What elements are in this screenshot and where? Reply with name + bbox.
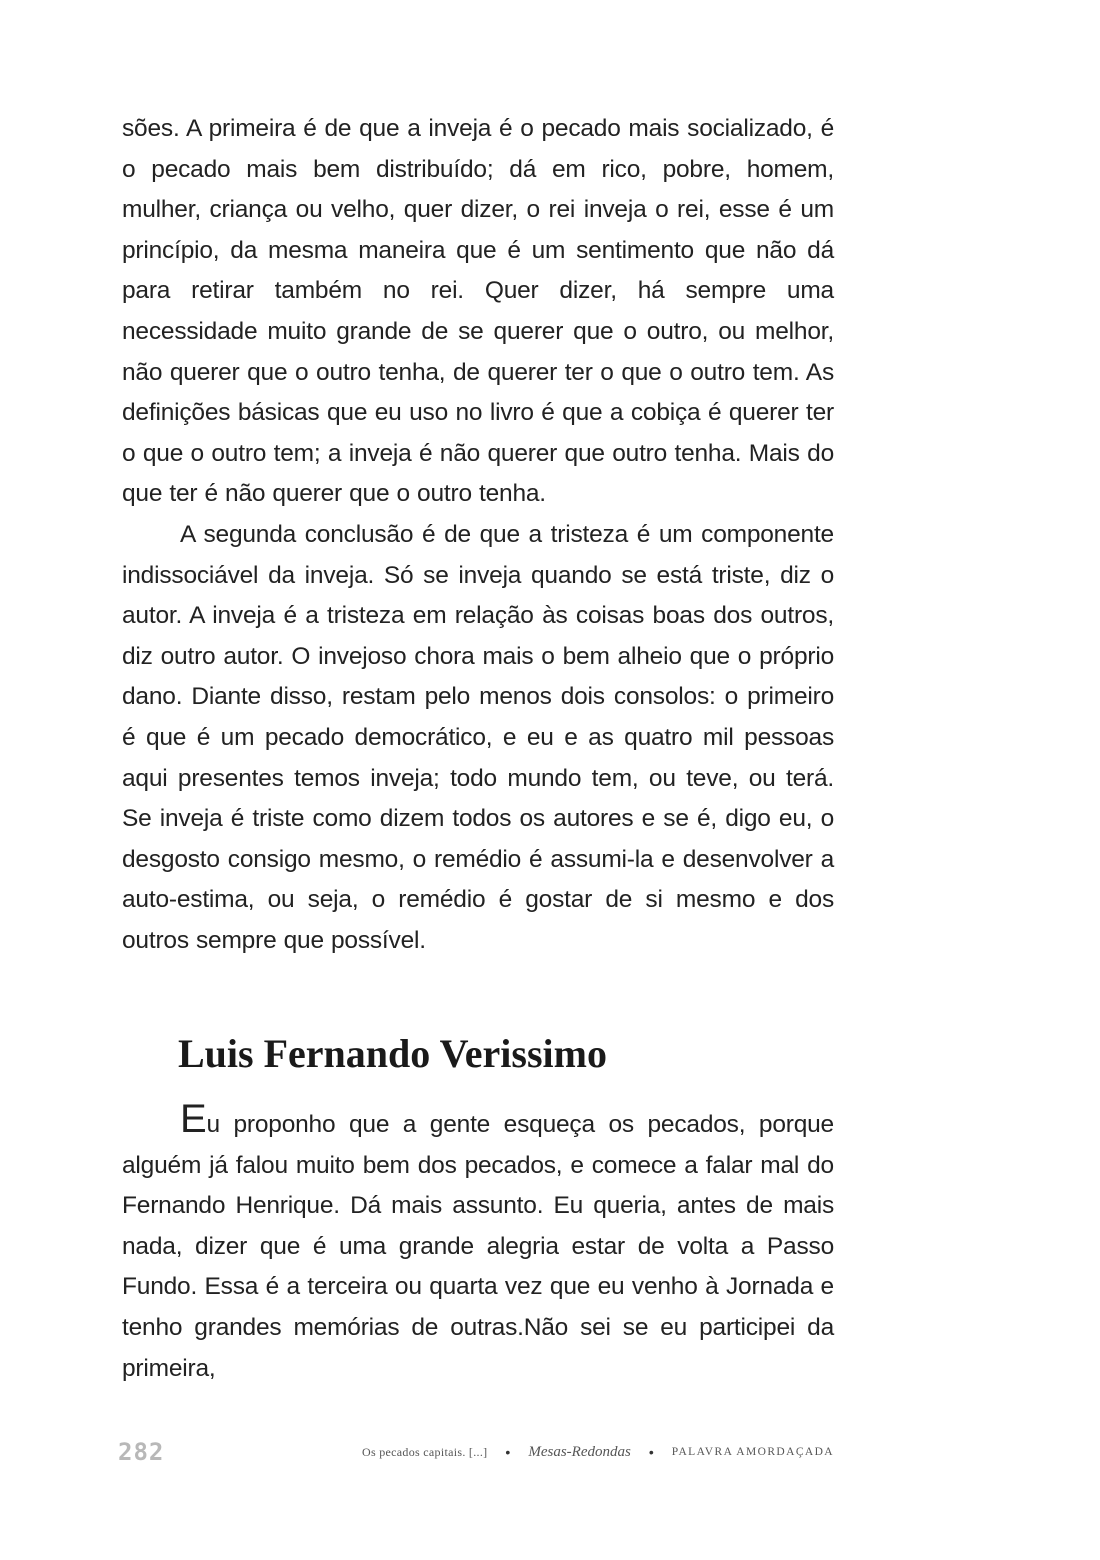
footer-section-name: Mesas-Redondas [528,1443,631,1460]
paragraph-second-conclusion: A segunda conclusão é de que a tristeza é um componente indissociável da inveja. Só se inveja quando se está triste, diz o autor. A inveja é a tristeza em relação às coisas boas dos outros, diz outro autor. O invejoso chora mais o bem alheio que o próprio dano. Diante disso, restam pelo menos dois consolos: o primeiro é que é um pecado democrático, e eu e as quatro mil pessoas aqui presentes temos inveja; todo mundo tem, ou teve, ou terá. Se inveja é triste como dizem todos os autores e se é, digo eu, o desgosto consigo mesmo, o remédio é assumi-la e desenvolver a auto-estima, ou seja, o remédio é gostar de si mesmo e dos outros sempre que possível. [122,520,834,954]
section-heading-author: Luis Fernando Verissimo [178,1031,607,1076]
running-footer [362,1444,834,1461]
paragraph-opening [122,1097,834,1389]
footer-bullet-separator: • [648,1444,654,1460]
page-footer [118,1434,834,1470]
paragraph-continued: sões. A primeira é de que a inveja é o pecado mais socializado, é o pecado mais bem distribuído; dá em rico, pobre, homem, mulher, criança ou velho, quer dizer, o rei inveja o rei, esse é um princípio, da mesma maneira que é um sentimento que não dá para retirar também no rei. Quer dizer, há sempre uma necessidade muito grande de se querer que o outro, ou melhor, não querer que o outro tenha, de querer ter o que o outro tem. As definições básicas que eu uso no livro é que a cobiça é querer ter o que o outro tem; a inveja é não querer que outro tenha. Mais do que ter é não querer que o outro tenha. [122,115,834,508]
page-number: 282 [118,1438,165,1466]
drop-cap-letter: E [180,1097,207,1141]
footer-bullet-separator: • [505,1444,511,1460]
footer-series-name: PALAVRA AMORDAÇADA [671,1446,834,1458]
body-text-block [122,109,834,961]
paragraph-opening-text: u proponho que a gente esqueça os pecados, porque alguém já falou muito bem dos pecados, e comece a falar mal do Fernando Henrique. Dá mais assunto. Eu queria, antes de mais nada, dizer que é uma grande alegria estar de volta a Passo Fundo. Essa é a terceira ou quarta vez que eu venho à Jornada e tenho grandes memórias de outras.Não sei se eu participei da primeira, [122,1111,834,1382]
section-body-text [122,1097,834,1389]
footer-book-title: Os pecados capitais. [...] [361,1444,488,1459]
